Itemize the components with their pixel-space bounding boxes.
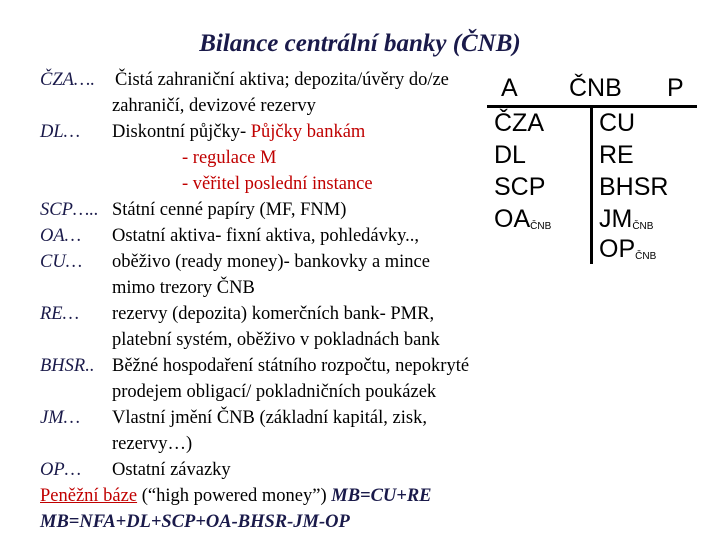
line-jm-text2: [112, 435, 192, 454]
table-liability-jm: $JM_{ČNB}$: [599, 205, 654, 233]
line-dl-sub1: [182, 149, 277, 168]
text-cu-1: oběživo (ready money)- bankovky a mince: [112, 252, 430, 272]
abbr-jm: JM…: [40, 408, 81, 428]
text-oa: Ostatní aktiva- fixní aktiva, pohledávky..,: [112, 226, 420, 246]
abbr-re: RE…: [40, 304, 80, 324]
text-scp: Státní cenné papíry (MF, FNM): [112, 200, 347, 220]
text-bhsr-1: Běžné hospodaření státního rozpočtu, nepokryté: [112, 356, 470, 376]
table-asset-scp: SCP: [494, 173, 546, 201]
line-op: [40, 461, 81, 480]
line-oa: [40, 227, 81, 246]
table-column-divider: [590, 105, 593, 264]
line-re-text: [112, 305, 434, 324]
line-scp: [40, 201, 99, 220]
text-dl-red: Půjčky bankám: [250, 122, 366, 142]
abbr-cu: CU…: [40, 252, 83, 272]
table-liability-op: $OP_{ČNB}$: [599, 235, 657, 263]
abbr-op: OP…: [40, 460, 82, 480]
monetary-base-label: Peněžní báze: [40, 486, 138, 506]
line-cza-text2: [112, 97, 316, 116]
line-cu-text: [112, 253, 430, 272]
line-oa-text: [112, 227, 419, 246]
table-liability-jm-sub: ČNB: [632, 221, 654, 232]
line-re-text2: [112, 331, 440, 350]
table-liability-op-sub: ČNB: [635, 251, 657, 262]
balance-sheet-table: [487, 72, 697, 264]
table-asset-cza: ČZA: [494, 109, 544, 137]
table-header-assets: A: [501, 74, 518, 102]
table-header-liabilities: P: [667, 74, 684, 102]
abbr-cza: ČZA….: [40, 70, 96, 90]
line-bhsr-text2: [112, 383, 436, 402]
text-op: Ostatní závazky: [112, 460, 231, 480]
line-re: [40, 305, 79, 324]
table-liability-re: RE: [599, 141, 634, 169]
line-dl-text: [112, 123, 365, 142]
text-bhsr-2: prodejem obligací/ pokladničních poukázek: [112, 382, 437, 402]
page-title: Bilance centrální banky (ČNB): [199, 30, 521, 57]
line-dl-sub2: [182, 175, 373, 194]
table-liability-cu: CU: [599, 109, 636, 137]
text-jm-1: Vlastní jmění ČNB (základní kapitál, zisk,: [112, 408, 427, 428]
monetary-base-paren: (“high powered money”): [141, 486, 327, 506]
line-op-text: [112, 461, 231, 480]
line-scp-text: [112, 201, 346, 220]
abbr-oa: OA…: [40, 226, 82, 246]
text-dl-sub2: - věřitel poslední instance: [182, 174, 373, 194]
table-liability-bhsr: BHSR: [599, 173, 669, 201]
table-header-bank: ČNB: [569, 74, 622, 102]
abbr-bhsr: BHSR..: [40, 356, 95, 376]
line-jm: [40, 409, 80, 428]
line-cza-text: [115, 71, 449, 90]
line-bhsr-text: [112, 357, 469, 376]
table-asset-dl: DL: [494, 141, 526, 169]
line-cu: [40, 253, 82, 272]
abbr-dl: DL…: [40, 122, 81, 142]
table-asset-oa-sub: ČNB: [530, 221, 552, 232]
line-final-equation: [40, 513, 350, 532]
text-jm-2: rezervy…): [112, 434, 193, 454]
text-dl-sub1: - regulace M: [182, 148, 277, 168]
text-cu-2: mimo trezory ČNB: [112, 278, 255, 298]
line-jm-text: [112, 409, 427, 428]
text-re-2: platební systém, oběživo v pokladnách bank: [112, 330, 440, 350]
text-re-1: rezervy (depozita) komerčních bank- PMR,: [112, 304, 435, 324]
line-dl: [40, 123, 80, 142]
line-cza: [40, 71, 95, 90]
text-cza-1: Čistá zahraniční aktiva; depozita/úvěry do/ze: [115, 70, 449, 90]
line-bhsr: [40, 357, 94, 376]
line-monetary-base: [40, 487, 432, 506]
final-equation: MB=NFA+DL+SCP+OA-BHSR-JM-OP: [40, 512, 350, 532]
monetary-base-equation: MB=CU+RE: [331, 486, 432, 506]
abbr-scp: SCP…..: [40, 200, 99, 220]
text-dl: Diskontní půjčky-: [112, 122, 247, 142]
text-cza-2: zahraničí, devizové rezervy: [112, 96, 316, 116]
table-asset-oa: $OA_{ČNB}$: [494, 205, 552, 233]
line-cu-text2: [112, 279, 255, 298]
